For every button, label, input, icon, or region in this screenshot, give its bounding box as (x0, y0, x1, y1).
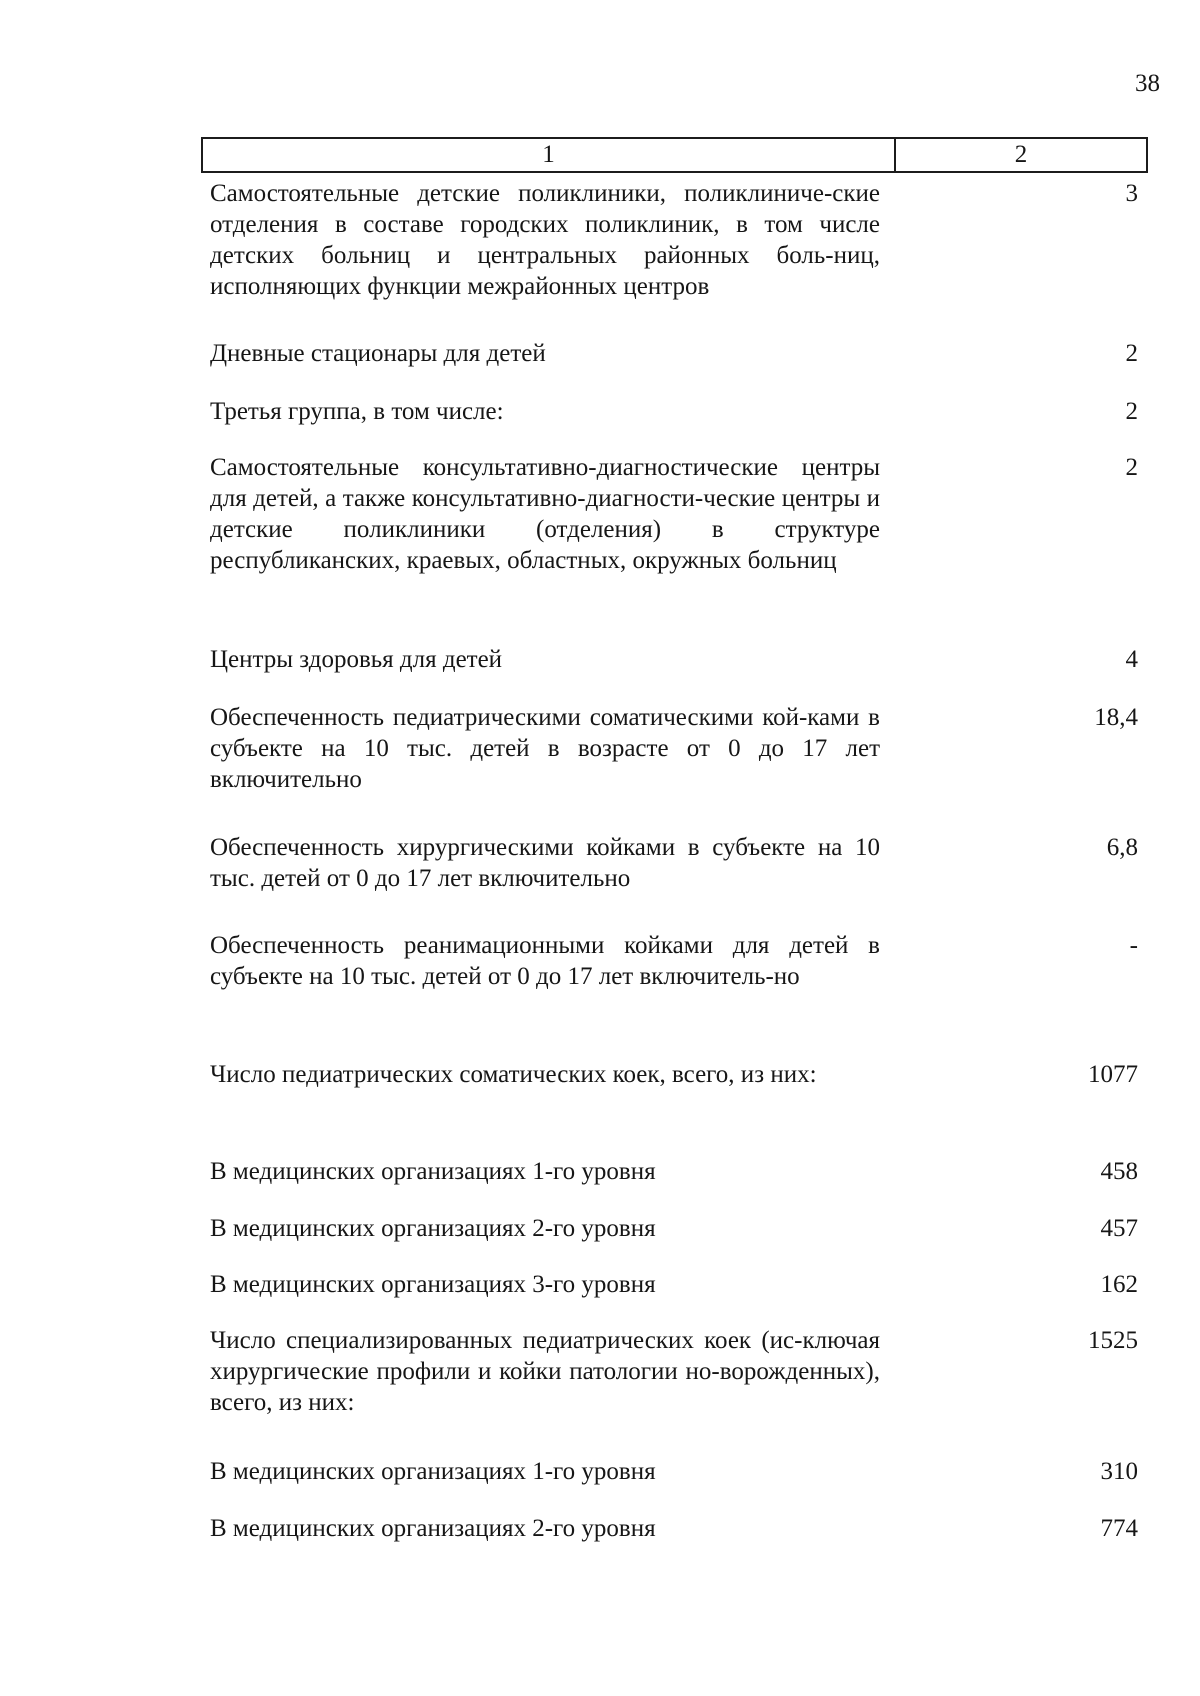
row-label: Обеспеченность педиатрическими соматическими кой-ками в субъекте на 10 тыс. детей в возрасте от 0 до 17 лет включительно (210, 704, 880, 793)
row-label: В медицинских организациях 1-го уровня (210, 1158, 656, 1185)
row-value: - (1129, 932, 1138, 959)
row-label: В медицинских организациях 2-го уровня (210, 1215, 656, 1242)
row-label: В медицинских организациях 1-го уровня (210, 1458, 656, 1485)
row-value: 1525 (1088, 1327, 1138, 1354)
row-value: 3 (1125, 180, 1138, 207)
row-label: В медицинских организациях 2-го уровня (210, 1515, 656, 1542)
row-value: 2 (1125, 340, 1138, 367)
row-label: В медицинских организациях 3-го уровня (210, 1271, 656, 1298)
row-label: Самостоятельные консультативно-диагностические центры для детей, а также консультативно-диагности-ческие центры и детские поликлиники (отделения) в структуре республиканских, краевых, областных, окружных больниц (210, 454, 880, 574)
row-label: Число специализированных педиатрических коек (ис-ключая хирургические профили и койки патологии но-ворожденных), всего, из них: (210, 1327, 880, 1416)
row-value: 18,4 (1094, 704, 1138, 731)
row-value: 457 (1100, 1215, 1138, 1242)
row-label: Дневные стационары для детей (210, 340, 546, 367)
table-header-col2: 2 (1014, 141, 1028, 168)
row-label: Обеспеченность реанимационными койками для детей в субъекте на 10 тыс. детей от 0 до 17 лет включитель-но (210, 932, 880, 990)
row-label: Третья группа, в том числе: (210, 398, 504, 425)
row-value: 2 (1125, 398, 1138, 425)
page-number: 38 (1135, 70, 1160, 97)
row-value: 2 (1125, 454, 1138, 481)
table-header-row (201, 137, 1148, 173)
row-label: Число педиатрических соматических коек, всего, из них: (210, 1061, 817, 1088)
row-value: 774 (1100, 1515, 1138, 1542)
table-header-col1: 1 (203, 139, 896, 171)
row-value: 162 (1100, 1271, 1138, 1298)
row-value: 4 (1125, 646, 1138, 673)
row-value: 6,8 (1106, 834, 1138, 861)
row-value: 1077 (1088, 1061, 1138, 1088)
row-label: Центры здоровья для детей (210, 646, 503, 673)
row-label: Самостоятельные детские поликлиники, поликлиниче-ские отделения в составе городских поликлиник, в том числе детских больниц и центральных районных боль-ниц, исполняющих функции межрайонных центров (210, 180, 880, 300)
row-value: 310 (1100, 1458, 1138, 1485)
row-value: 458 (1100, 1158, 1138, 1185)
row-label: Обеспеченность хирургическими койками в субъекте на 10 тыс. детей от 0 до 17 лет включительно (210, 834, 880, 892)
